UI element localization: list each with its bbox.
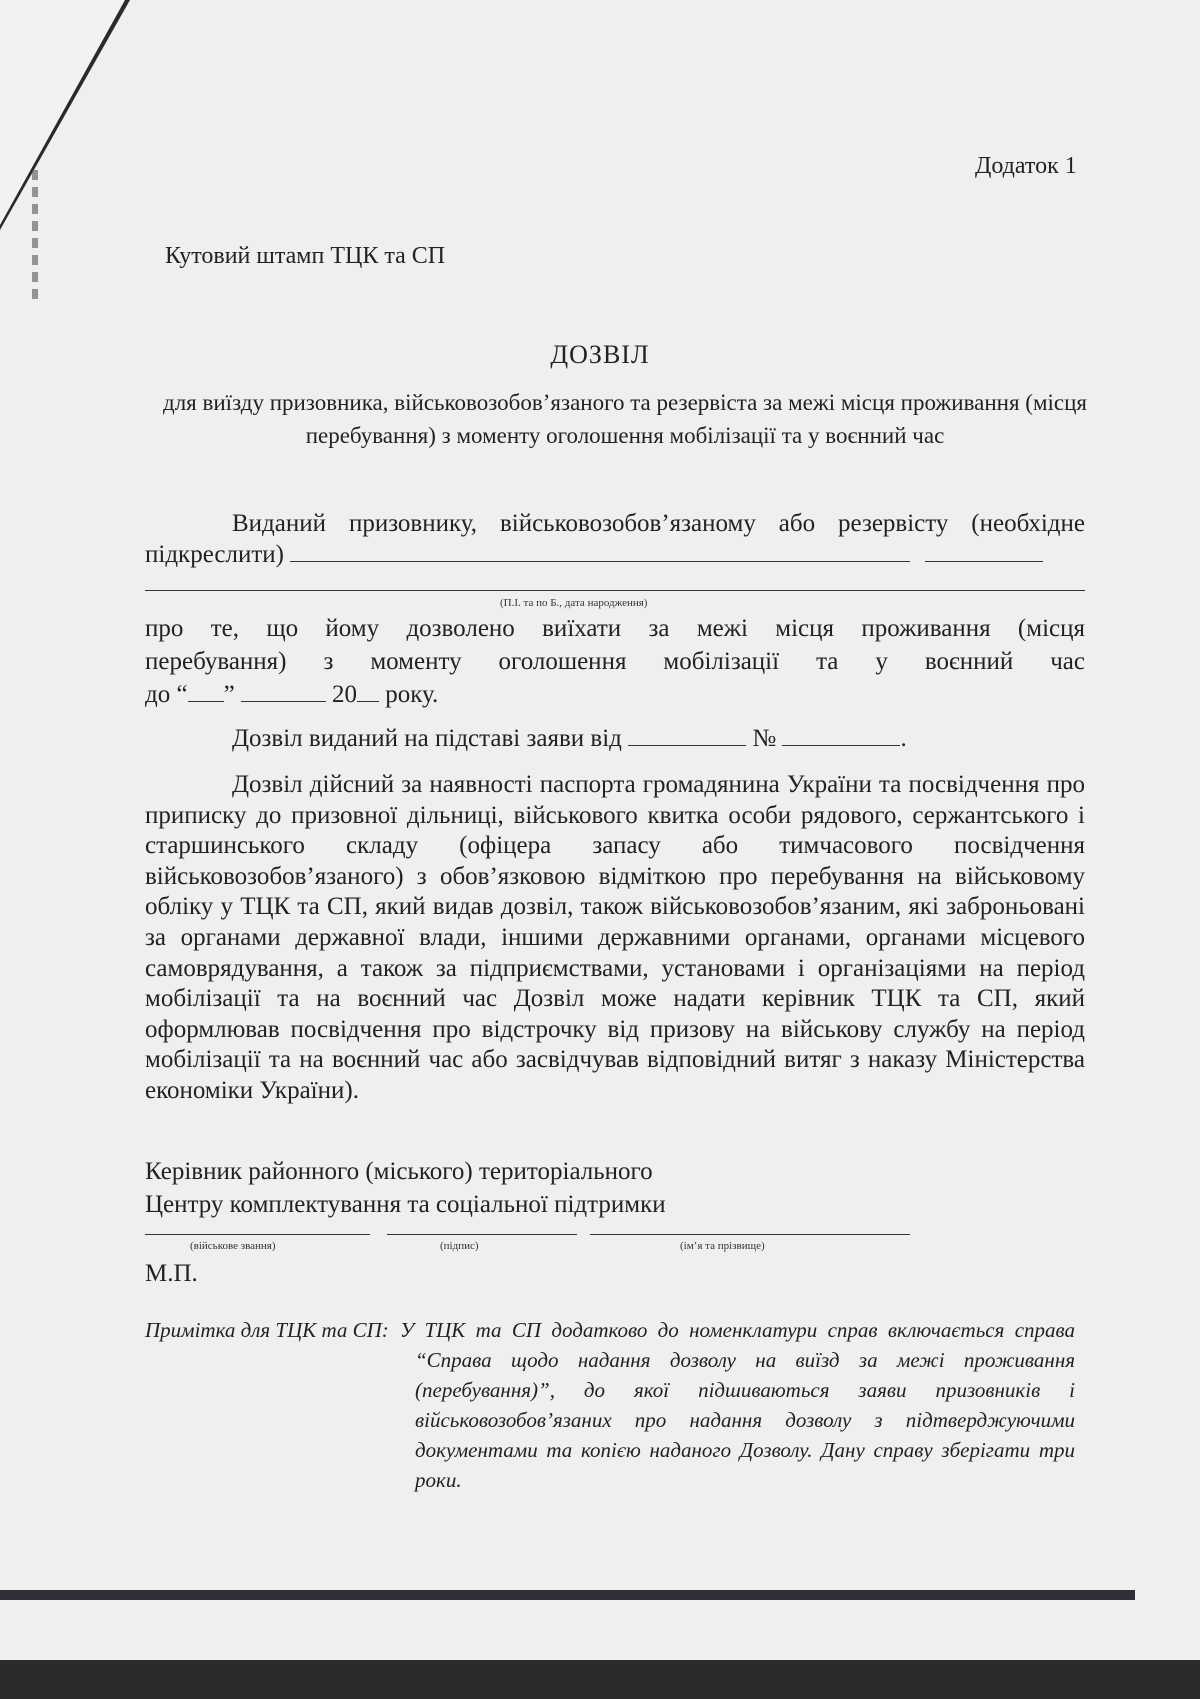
binding-marks (32, 170, 38, 340)
full-name-caption: (ім’я та прізвище) (680, 1240, 765, 1252)
issued-name-blank[interactable] (290, 539, 910, 562)
validity-paragraph: Дозвіл дійсний за наявності паспорта громадянина України та посвідчення про приписку до призовної дільниці, військового квитка особи рядового, сержантського і старшинського складу (офіцера запасу або тимчасового посвідчення військовозобов’язаного) з обов’язковою відміткою про перебування на військовому обліку у ТЦК та СП, який видав дозвіл, також військовозобов’язаним, які заброньовані за органами державної влади, іншими державними органами, органами місцевого самоврядування, а також за підприємствами, установами і організаціями на період мобілізації та на воєнний час Дозвіл може надати керівник ТЦК та СП, який оформлював посвідчення про відстрочку від призову на військову службу на період мобілізації та на воєнний час або засвідчував відповідний витяг з наказу Міністерства економіки України). (145, 771, 1085, 1104)
date-year-prefix: 20 (331, 681, 357, 708)
application-date-blank[interactable] (628, 723, 746, 746)
date-quote: ” (223, 681, 235, 708)
date-year-blank[interactable] (357, 679, 379, 702)
issued-text: Виданий призовнику, військовозобов’язаному або резервісту (необхідне підкреслити) (145, 510, 1085, 568)
signatory-block (145, 1155, 666, 1221)
permission-line-2: перебування) з моменту оголошення мобілізації та у воєнний час (145, 648, 1085, 675)
document-title: ДОЗВІЛ (550, 340, 650, 369)
basis-text: Дозвіл виданий на підставі заяви від (232, 725, 622, 752)
bottom-edge-shadow (0, 1660, 1200, 1699)
permission-line-1: про те, що йому дозволено виїхати за межі місця проживання (місця (145, 615, 1085, 642)
rank-caption: (військове звання) (190, 1240, 276, 1252)
addendum-label: Додаток 1 (975, 153, 1077, 179)
note-label: Примітка для ТЦК та СП: (145, 1318, 389, 1342)
rank-line[interactable] (145, 1234, 370, 1235)
permission-paragraph (145, 612, 1085, 711)
page-fold-corner (0, 0, 125, 225)
date-suffix: року. (385, 681, 439, 708)
note-body (400, 1315, 1075, 1495)
signatory-line-2: Центру комплектування та соціальної підтримки (145, 1191, 666, 1218)
issued-extra-blank[interactable] (925, 539, 1043, 562)
signature-line[interactable] (387, 1234, 577, 1235)
signatory-line-1: Керівник районного (міського) територіального (145, 1158, 653, 1185)
issued-paragraph (145, 508, 1085, 570)
name-birthdate-caption: (П.І. та по Б., дата народження) (500, 597, 648, 609)
name-birthdate-line[interactable] (145, 590, 1085, 591)
application-number-blank[interactable] (782, 723, 900, 746)
seal-label: М.П. (145, 1260, 198, 1287)
document-subtitle: для виїзду призовника, військовозобов’язаного та резервіста за межі місця проживання (місця перебування) з моменту оголошення мобілізації та у воєнний час (163, 390, 1087, 448)
full-name-line[interactable] (590, 1234, 910, 1235)
corner-stamp-label: Кутовий штамп ТЦК та СП (165, 243, 446, 269)
date-prefix: до “ (145, 681, 188, 708)
signature-caption: (підпис) (440, 1240, 479, 1252)
note-body-text: У ТЦК та СП додатково до номенклатури справ включається справа “Справа щодо надання дозволу на виїзд за межі проживання (перебування)”, до якої підшиваються заяви призовників і військовозобов’язаних про надання дозволу з підтверджуючими документами та копією наданого Дозволу. Дану справу зберігати три роки. (400, 1318, 1075, 1492)
permission-date-line (145, 678, 1085, 711)
basis-end: . (900, 725, 907, 752)
bottom-rule (0, 1590, 1135, 1600)
date-day-blank[interactable] (188, 679, 224, 702)
basis-number-sign: № (752, 725, 777, 752)
basis-paragraph (145, 723, 1085, 754)
date-month-blank[interactable] (241, 679, 326, 702)
